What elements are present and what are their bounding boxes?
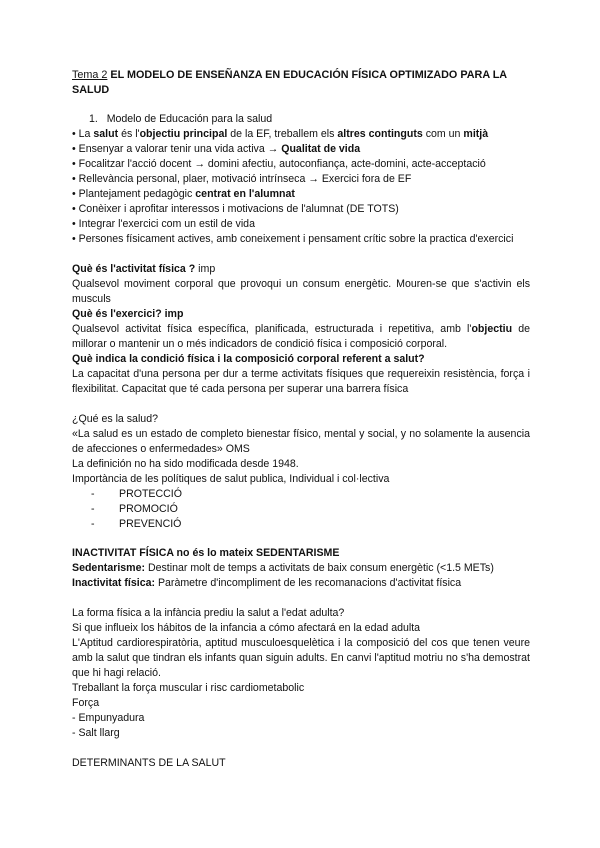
title-text: EL MODELO DE ENSEÑANZA EN EDUCACIÓN FÍSICA OPTIMIZADO PARA LA SALUD xyxy=(72,69,507,96)
bullet-5: • Plantejament pedagògic centrat en l'alumnat xyxy=(72,188,295,200)
forma-answer: Si que influeix los hábitos de la infancia a cómo afectará en la edad adulta xyxy=(72,622,421,634)
determinants-heading: DETERMINANTS DE LA SALUT xyxy=(72,757,226,769)
forma-treballant: Treballant la força muscular i risc cardiometabolic xyxy=(72,682,305,694)
salud-importance: Importància de les polítiques de salut publica, Individual i col·lectiva xyxy=(72,473,390,485)
salud-definition: La definición no ha sido modificada desde 1948. xyxy=(72,458,299,470)
list-item: - PREVENCIÓ xyxy=(91,518,182,530)
salud-quote: «La salud es un estado de completo bienestar físico, mental y social, y no solamente la ausencia de afecciones o enfermedades» OMS xyxy=(72,428,530,455)
list-item: - PROMOCIÓ xyxy=(91,503,178,515)
bullet-6: • Conèixer i aprofitar interessos i motivacions de l'alumnat (DE TOTS) xyxy=(72,203,399,215)
q2-body: Qualsevol activitat física específica, planificada, estructurada i repetitiva, amb l'objectiu de millorar o mantenir un o més indicadors de condició física i composició corporal. xyxy=(72,323,530,350)
bullet-2: • Ensenyar a valorar tenir una vida activa → Qualitat de vida xyxy=(72,143,361,155)
q2-heading: Què és l'exercici? imp xyxy=(72,308,184,320)
q3-body: La capacitat d'una persona per dur a terme activitats físiques que requereixin resistència, força i flexibilitat. Capacitat que té cada persona per superar una barrera física xyxy=(72,368,530,395)
list-item: - PROTECCIÓ xyxy=(91,488,182,500)
bullet-4: • Rellevància personal, plaer, motivació intrínseca → Exercici fora de EF xyxy=(72,173,412,185)
document-page xyxy=(72,68,530,771)
inactivitat-def: Inactivitat física: Paràmetre d'incompliment de les recomanacions d'activitat física xyxy=(72,577,462,589)
bullet-1: • La salut és l'objectiu principal de la EF, treballem els altres continguts com un mitjà xyxy=(72,128,489,140)
q1-heading: Què és l'activitat física ? imp xyxy=(72,263,216,275)
document-title xyxy=(72,68,530,98)
bullet-8: • Persones físicament actives, amb coneixement i pensament crític sobre la practica d'exercici xyxy=(72,233,514,245)
forma-forca: Força xyxy=(72,697,100,709)
q1-body: Qualsevol moviment corporal que provoqui un consum energètic. Mouren-se que s'activin els musculs xyxy=(72,278,530,305)
forma-salt-llarg: - Salt llarg xyxy=(72,727,120,739)
tema-label: Tema 2 xyxy=(72,69,108,81)
list-number: 1. xyxy=(89,113,98,125)
forma-question: La forma física a la infància prediu la salut a l'edat adulta? xyxy=(72,607,345,619)
bullet-3: • Focalitzar l'acció docent → domini afectiu, autoconfiança, acte-domini, acte-acceptació xyxy=(72,158,486,170)
numbered-item xyxy=(72,112,530,127)
numbered-text: Modelo de Educación para la salud xyxy=(106,113,273,125)
salud-question: ¿Qué es la salud? xyxy=(72,413,158,425)
sedentarisme-def: Sedentarisme: Destinar molt de temps a activitats de baix consum energètic (<1.5 METs) xyxy=(72,562,494,574)
inactivitat-heading: INACTIVITAT FÍSICA no és lo mateix SEDENTARISME xyxy=(72,547,340,559)
forma-empunyadura: - Empunyadura xyxy=(72,712,145,724)
q3-heading: Què indica la condició física i la composició corporal referent a salut? xyxy=(72,353,425,365)
forma-paragraph: L'Aptitud cardiorespiratòria, aptitud musculoesquelètica i la composició del cos que tenen veure amb la salut que tindran els infants quan siguin adults. En canvi l'aptitud motriu no s'ha demostrat que hi hagi relació. xyxy=(72,637,530,679)
bullet-7: • Integrar l'exercici com un estil de vida xyxy=(72,218,255,230)
